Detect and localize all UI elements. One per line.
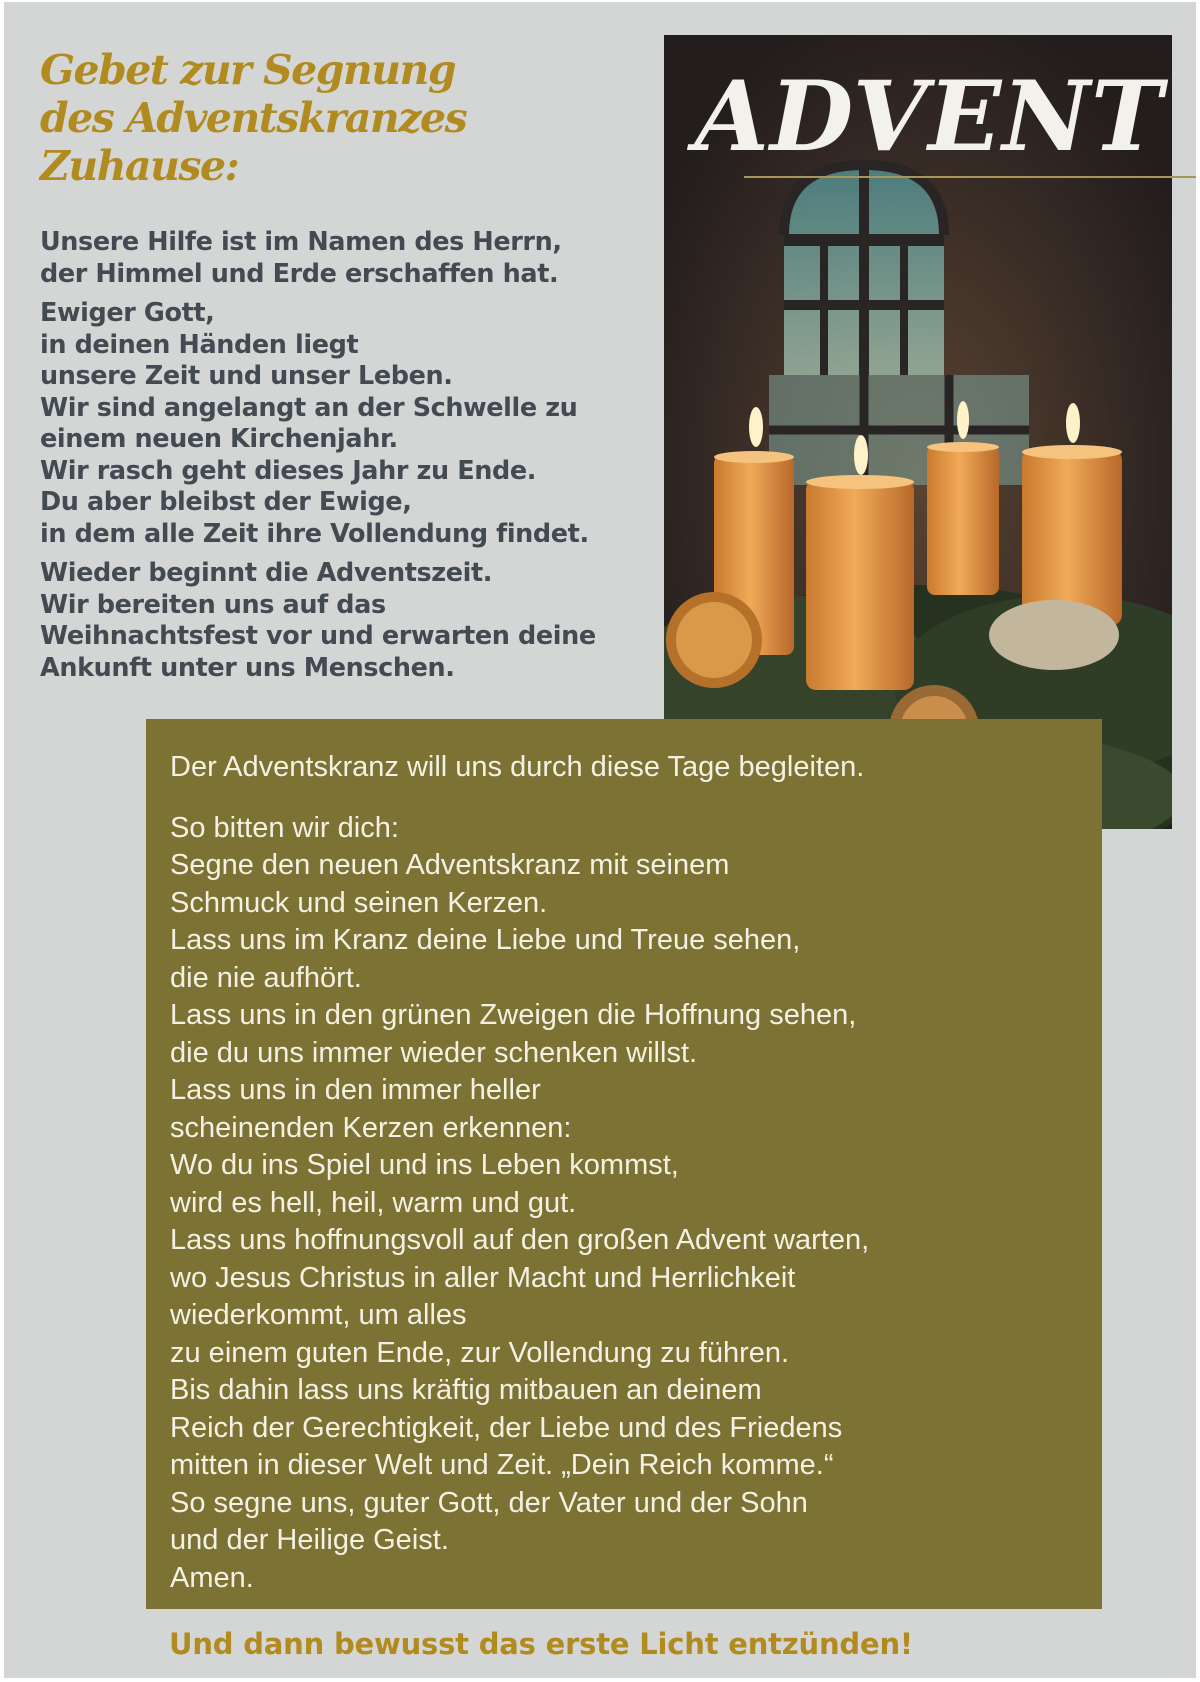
page	[4, 2, 1196, 1678]
blessing-line: die du uns immer wieder schenken willst.	[170, 1036, 698, 1069]
prayer-line: in deinen Händen liegt	[40, 329, 359, 360]
title-line: Zuhause:	[40, 142, 239, 190]
prayer-paragraph	[40, 298, 680, 550]
blessing-line: mitten in dieser Welt und Zeit. „Dein Reich komme.“	[170, 1449, 834, 1481]
blessing-line: und der Heilige Geist.	[170, 1524, 449, 1556]
blessing-line: Bis dahin lass uns kräftig mitbauen an deinem	[170, 1374, 762, 1406]
blessing-line: So segne uns, guter Gott, der Vater und der Sohn	[170, 1486, 808, 1519]
prayer-line: Wir rasch geht dieses Jahr zu Ende.	[40, 455, 537, 486]
prayer-line: Wir sind angelangt an der Schwelle zu	[40, 392, 578, 423]
blessing-line: Segne den neuen Adventskranz mit seinem	[170, 849, 730, 881]
prayer-paragraph	[40, 227, 680, 290]
candle	[927, 445, 999, 595]
prayer-line: einem neuen Kirchenjahr.	[40, 424, 398, 454]
prayer-line: unsere Zeit und unser Leben.	[40, 361, 453, 391]
blessing-line: wiederkommt, um alles	[170, 1299, 467, 1331]
blessing-line: Amen.	[170, 1561, 254, 1594]
blessing-line: scheinenden Kerzen erkennen:	[170, 1111, 572, 1144]
title-line: des Adventskranzes	[40, 94, 467, 142]
prayer-line: Wir bereiten uns auf das	[40, 589, 386, 620]
blessing-line: Lass uns in den immer heller	[170, 1074, 541, 1106]
prayer-line: der Himmel und Erde erschaffen hat.	[40, 258, 559, 289]
blessing-line: Schmuck und seinen Kerzen.	[170, 886, 548, 919]
prayer-line: Du aber bleibst der Ewige,	[40, 487, 412, 517]
title-line: Gebet zur Segnung	[40, 46, 455, 94]
blessing-line: Lass uns hoffnungsvoll auf den großen Advent warten,	[170, 1224, 870, 1256]
prayer-line: Wieder beginnt die Adventszeit.	[40, 558, 493, 588]
page-title	[40, 46, 640, 190]
advent-heading: ADVENT	[694, 60, 1164, 173]
prayer-line: in dem alle Zeit ihre Vollendung findet.	[40, 518, 589, 549]
blessing-line: Reich der Gerechtigkeit, der Liebe und des Friedens	[170, 1411, 843, 1444]
prayer-paragraph	[40, 558, 680, 684]
candle	[806, 480, 914, 690]
prayer-line: Ankunft unter uns Menschen.	[40, 652, 455, 683]
blessing-line: wird es hell, heil, warm und gut.	[170, 1186, 577, 1219]
blessing-line: Wo du ins Spiel und ins Leben kommst,	[170, 1149, 679, 1181]
advent-divider	[744, 176, 1196, 178]
prayer-opening	[40, 227, 680, 692]
blessing-line: zu einem guten Ende, zur Vollendung zu führen.	[170, 1336, 790, 1369]
candle	[1022, 450, 1122, 625]
prayer-line: Ewiger Gott,	[40, 298, 215, 328]
prayer-line: Unsere Hilfe ist im Namen des Herrn,	[40, 227, 562, 257]
blessing-line: So bitten wir dich:	[170, 811, 399, 844]
blessing-line: Lass uns im Kranz deine Liebe und Treue sehen,	[170, 924, 801, 956]
prayer-line: Weihnachtsfest vor und erwarten deine	[40, 621, 596, 651]
blessing-line: wo Jesus Christus in aller Macht und Herrlichkeit	[170, 1261, 796, 1294]
blessing-intro: Der Adventskranz will uns durch diese Tage begleiten.	[170, 751, 865, 783]
blessing-prayer-box	[146, 719, 1102, 1609]
closing-line: Und dann bewusst das erste Licht entzünden!	[169, 1627, 913, 1661]
blessing-line: Lass uns in den grünen Zweigen die Hoffnung sehen,	[170, 999, 857, 1031]
blessing-line: die nie aufhört.	[170, 961, 362, 994]
